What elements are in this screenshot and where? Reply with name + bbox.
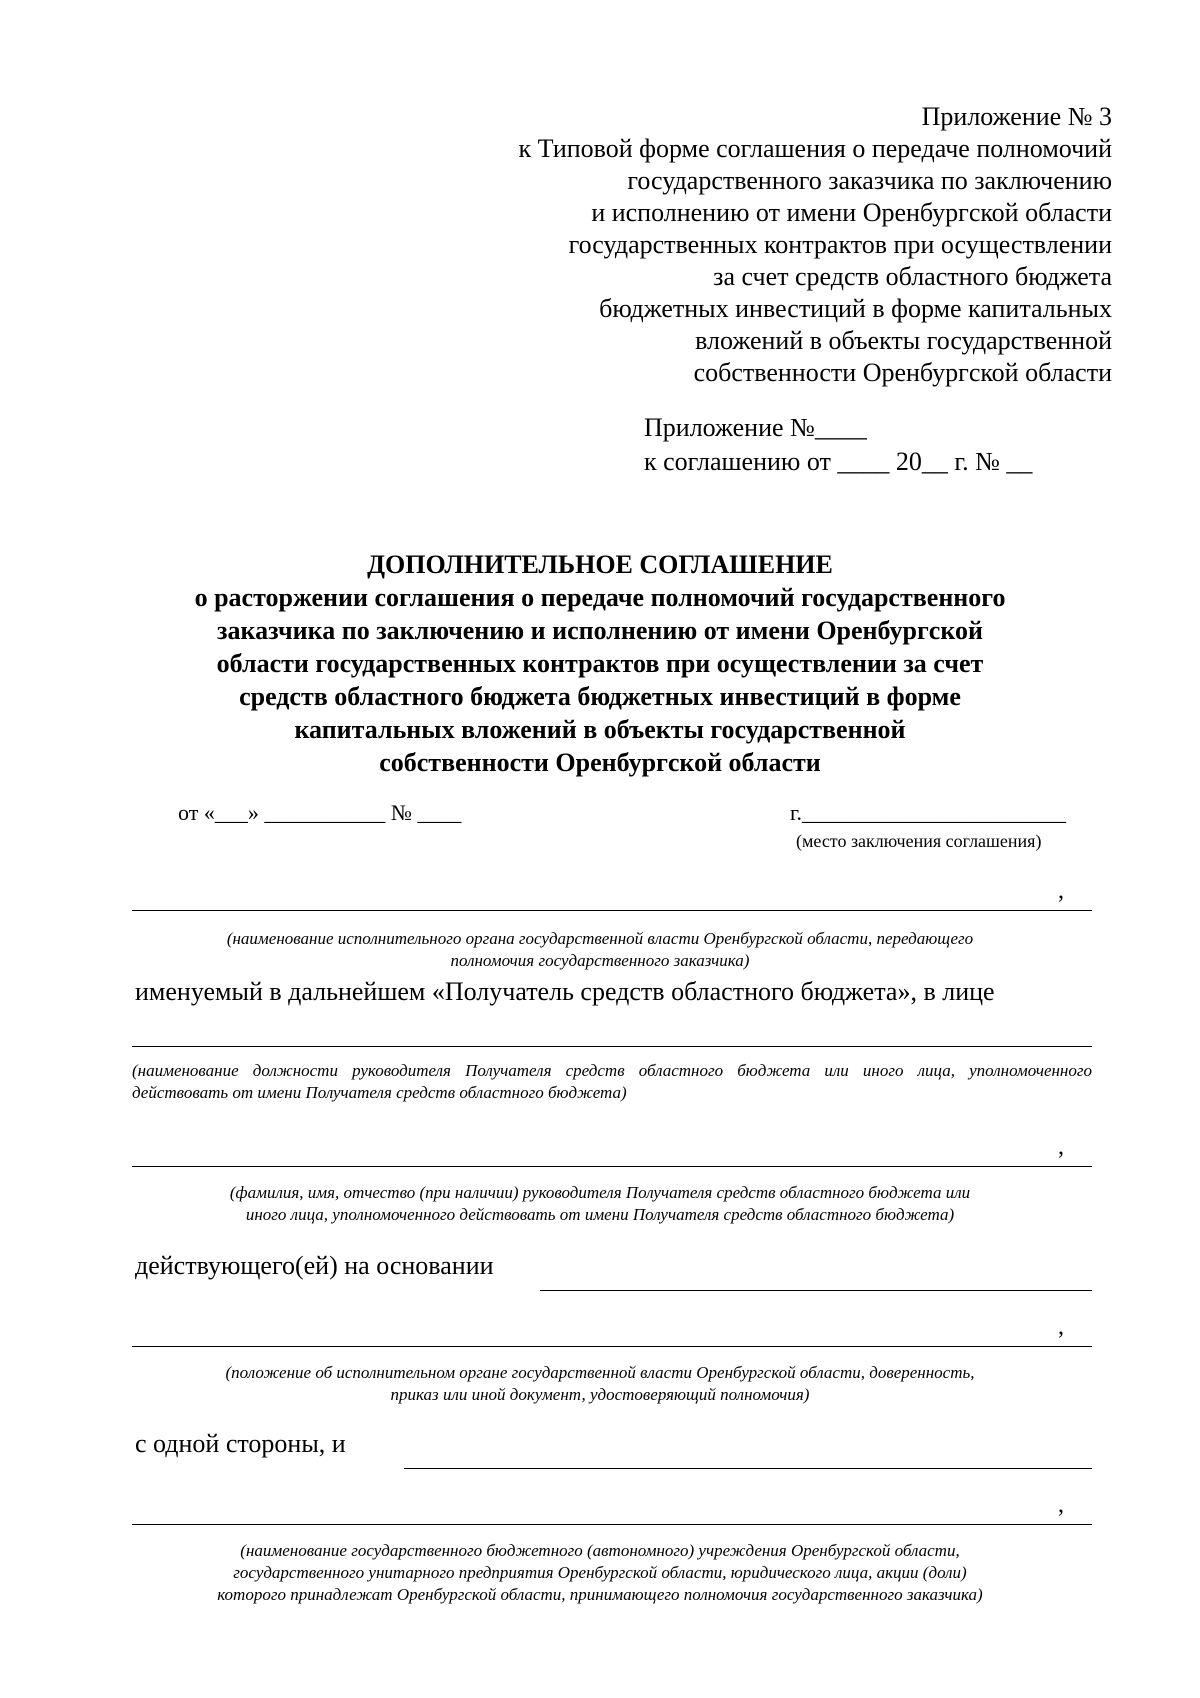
agreement-place-field: г.________________________ <box>790 800 1067 825</box>
document-subtitle-line: области государственных контрактов при осуществлении за счет <box>216 649 984 678</box>
basis-line-1 <box>540 1290 1092 1291</box>
document-subtitle-line: средств областного бюджета бюджетных инвестиций в форме <box>239 682 961 711</box>
organ-name-line <box>132 910 1092 911</box>
basis-line-2 <box>132 1346 1092 1347</box>
document-subtitle-line: капитальных вложений в объекты государственной <box>294 715 906 744</box>
comma: , <box>1058 1134 1064 1160</box>
institution-line-2 <box>132 1524 1092 1525</box>
place-caption: (место заключения соглашения) <box>796 831 1042 851</box>
appendix-header-line: государственного заказчика по заключению <box>627 166 1112 195</box>
position-caption: (наименование должности руководителя Получателя средств областного бюджета или иного лица, уполномоченного действовать от имени Получателя средств областного бюджета) <box>132 1061 1092 1102</box>
appendix-header-line: за счет средств областного бюджета <box>713 262 1112 291</box>
basis-caption: (положение об исполнительном органе государственной власти Оренбургской области, доверенность, <box>225 1363 975 1382</box>
appendix-header-line: бюджетных инвестиций в форме капитальных <box>599 294 1112 323</box>
comma: , <box>1058 1492 1064 1518</box>
fio-caption: иного лица, уполномоченного действовать от имени Получателя средств областного бюджета) <box>245 1205 955 1224</box>
named-as-text: именуемый в дальнейшем «Получатель средств областного бюджета», в лице <box>135 977 995 1006</box>
document-subtitle-line: о расторжении соглашения о передаче полномочий государственного <box>194 583 1006 612</box>
institution-caption: которого принадлежат Оренбургской области, принимающего полномочия государственного заказчика) <box>217 1585 983 1604</box>
fio-caption: (фамилия, имя, отчество (при наличии) руководителя Получателя средств областного бюджета или <box>229 1183 971 1202</box>
agreement-appendix-date: к соглашению от ____ 20__ г. № __ <box>644 447 1033 476</box>
organ-caption: полномочия государственного заказчика) <box>450 951 750 970</box>
document-subtitle-line: заказчика по заключению и исполнению от имени Оренбургской <box>217 616 983 645</box>
institution-caption: государственного унитарного предприятия Оренбургской области, юридического лица, акции (доли) <box>233 1563 967 1582</box>
one-side-text: с одной стороны, и <box>135 1429 346 1458</box>
institution-caption: (наименование государственного бюджетного (автономного) учреждения Оренбургской области, <box>240 1541 960 1560</box>
position-line <box>132 1046 1092 1047</box>
appendix-header-line: к Типовой форме соглашения о передаче полномочий <box>518 134 1112 163</box>
appendix-header-line: и исполнению от имени Оренбургской области <box>591 198 1112 227</box>
organ-caption: (наименование исполнительного органа государственной власти Оренбургской области, передающего <box>226 929 974 948</box>
appendix-header-line: вложений в объекты государственной <box>695 326 1112 355</box>
appendix-header-line: государственных контрактов при осуществлении <box>568 230 1112 259</box>
document-title: ДОПОЛНИТЕЛЬНОЕ СОГЛАШЕНИЕ <box>367 550 833 579</box>
document-subtitle-line: собственности Оренбургской области <box>379 748 821 777</box>
agreement-appendix-number: Приложение №____ <box>644 413 867 442</box>
acting-basis-text: действующего(ей) на основании <box>135 1251 494 1280</box>
appendix-header-line: Приложение № 3 <box>921 102 1112 131</box>
comma: , <box>1058 1314 1064 1340</box>
comma: , <box>1058 878 1064 904</box>
agreement-date-field: от «___» ___________ № ____ <box>178 800 462 825</box>
fio-line <box>132 1166 1092 1167</box>
institution-line-1 <box>404 1468 1092 1469</box>
appendix-header-line: собственности Оренбургской области <box>693 358 1112 387</box>
basis-caption: приказ или иной документ, удостоверяющий полномочия) <box>390 1385 810 1404</box>
